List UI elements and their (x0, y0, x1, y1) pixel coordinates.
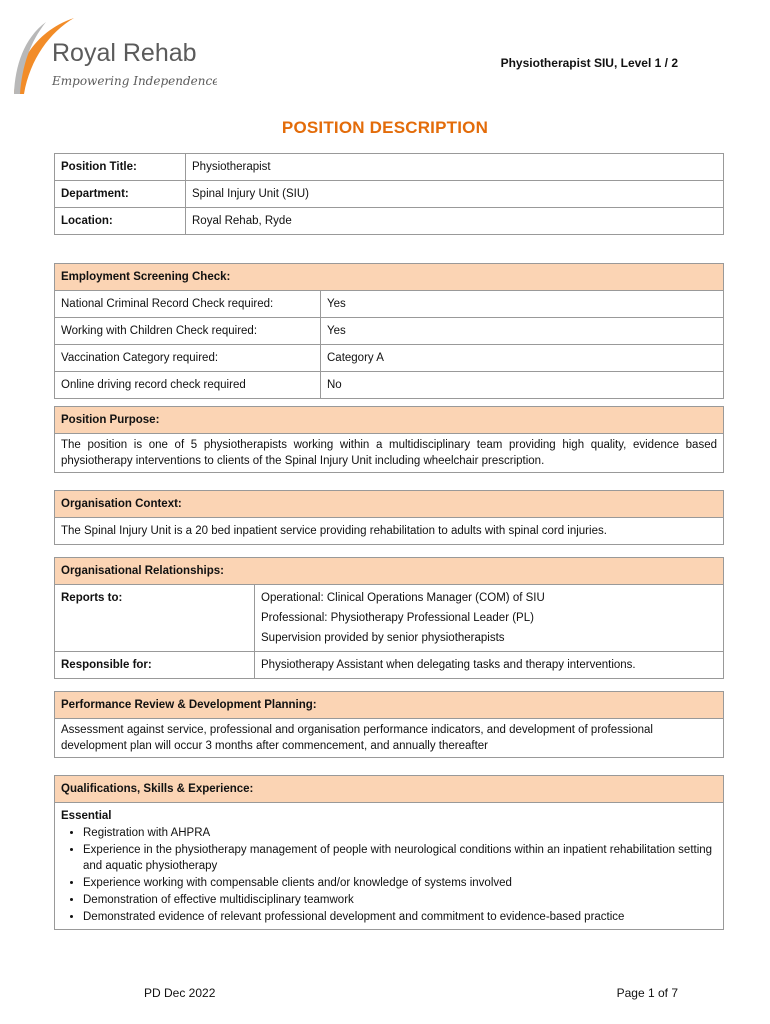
purpose-heading: Position Purpose: (55, 407, 724, 434)
relationships-table (54, 557, 724, 679)
review-table (54, 691, 724, 758)
context-text: The Spinal Injury Unit is a 20 bed inpatient service providing rehabilitation to adults with spinal cord injuries. (55, 518, 724, 545)
screening-label: Working with Children Check required: (55, 318, 321, 345)
reports-to-item: Supervision provided by senior physiotherapists (261, 632, 505, 644)
relationships-heading: Organisational Relationships: (55, 558, 724, 585)
footer-date: PD Dec 2022 (144, 986, 216, 1000)
table-row (55, 318, 724, 345)
context-table (54, 490, 724, 545)
logo-tagline: Empowering Independence (52, 74, 217, 88)
purpose-table (54, 406, 724, 473)
qualifications-body (55, 803, 724, 930)
qualifications-table (54, 775, 724, 930)
list-item: • Experience working with compensable clients and/or knowledge of systems involved (83, 875, 717, 891)
screening-value: Yes (321, 291, 724, 318)
reports-to-list (255, 585, 724, 652)
list-item: • Demonstration of effective multidisciplinary teamwork (83, 892, 717, 908)
logo-mark-icon (12, 14, 217, 96)
purpose-text: The position is one of 5 physiotherapists working within a multidisciplinary team providing high quality, evidence based physiotherapy interventions to clients of the Spinal Injury Unit including wheelchair prescription. (55, 434, 724, 473)
table-row (55, 181, 724, 208)
list-item: • Demonstrated evidence of relevant professional development and commitment to evidence-based practice (83, 909, 717, 925)
logo-name: Royal Rehab (52, 39, 197, 67)
position-title-label: Position Title: (55, 154, 186, 181)
review-text: Assessment against service, professional and organisation performance indicators, and development of professional development plan will occur 3 months after commencement, and annually thereafter (55, 719, 724, 758)
table-row (55, 585, 724, 652)
context-heading: Organisation Context: (55, 491, 724, 518)
table-row (55, 291, 724, 318)
location-label: Location: (55, 208, 186, 235)
location-value: Royal Rehab, Ryde (186, 208, 724, 235)
essential-list (61, 825, 717, 925)
review-heading: Performance Review & Development Planning: (55, 692, 724, 719)
reports-to-item: Professional: Physiotherapy Professional Leader (PL) (261, 612, 534, 624)
screening-value: Yes (321, 318, 724, 345)
qualifications-heading: Qualifications, Skills & Experience: (55, 776, 724, 803)
document-reference: Physiotherapist SIU, Level 1 / 2 (500, 56, 678, 70)
screening-heading: Employment Screening Check: (55, 264, 724, 291)
reports-to-item: Operational: Clinical Operations Manager (COM) of SIU (261, 592, 545, 604)
reports-to-label: Reports to: (55, 585, 255, 652)
responsible-for-label: Responsible for: (55, 652, 255, 679)
screening-label: Vaccination Category required: (55, 345, 321, 372)
position-table (54, 153, 724, 235)
page-number: Page 1 of 7 (616, 986, 678, 1000)
screening-table (54, 263, 724, 399)
position-title-value: Physiotherapist (186, 154, 724, 181)
table-row (55, 372, 724, 399)
department-value: Spinal Injury Unit (SIU) (186, 181, 724, 208)
table-row (55, 208, 724, 235)
essential-subheading: Essential (61, 810, 112, 822)
screening-label: Online driving record check required (55, 372, 321, 399)
table-row (55, 345, 724, 372)
royal-rehab-logo (12, 14, 217, 96)
list-item: • Registration with AHPRA (83, 825, 717, 841)
table-row (55, 154, 724, 181)
page-title: POSITION DESCRIPTION (281, 118, 489, 137)
screening-value: Category A (321, 345, 724, 372)
screening-value: No (321, 372, 724, 399)
table-row (55, 652, 724, 679)
department-label: Department: (55, 181, 186, 208)
list-item: • Experience in the physiotherapy management of people with neurological conditions within an inpatient rehabilitation setting and aquatic physiotherapy (83, 842, 717, 874)
screening-label: National Criminal Record Check required: (55, 291, 321, 318)
responsible-for-value: Physiotherapy Assistant when delegating tasks and therapy interventions. (255, 652, 724, 679)
